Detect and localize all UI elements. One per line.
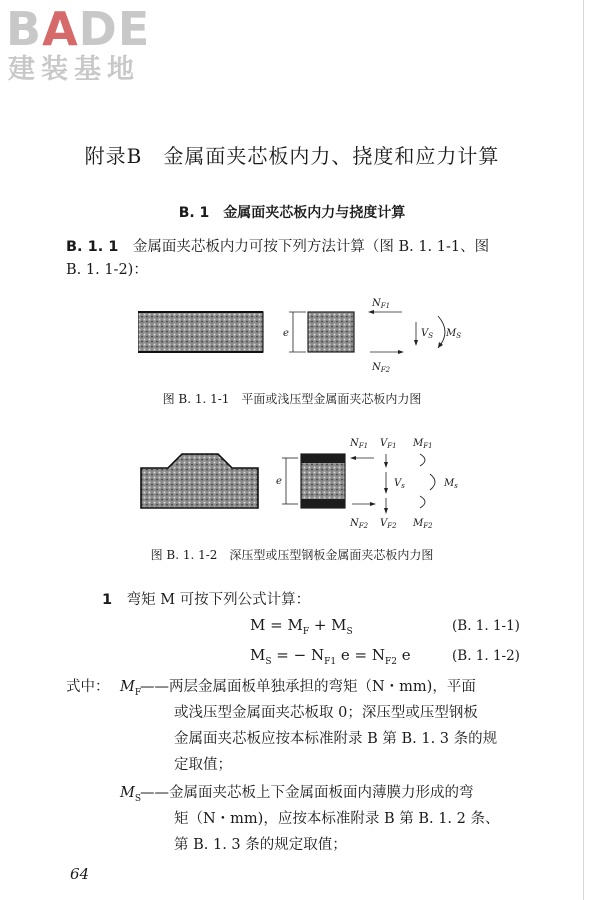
label-vf1: V (380, 438, 388, 449)
label-vf1-sub: F1 (387, 442, 397, 450)
label-mf2: M (413, 518, 424, 529)
label-nf1-sub: F1 (358, 442, 369, 450)
label-vs: V (394, 478, 402, 489)
label-ms-sub: s (454, 482, 458, 490)
figure-caption-2: 图 B. 1. 1-2 深压型或压型钢板金属面夹芯板内力图 (150, 548, 434, 562)
label-nf2: N (350, 518, 359, 529)
figure-b-1-1-2 (138, 436, 468, 536)
section-title (0, 202, 584, 222)
section-heading: 金属面夹芯板内力与挠度计算 (223, 205, 406, 221)
ms-sym: M (120, 785, 135, 801)
svg-text:MF2 (412, 518, 433, 530)
mf-def-line2: 或浅压型金属面夹芯板取 0；深压型或压型钢板 (174, 705, 478, 721)
panel-segment (308, 312, 354, 352)
mf-symbol (120, 674, 141, 706)
force-arrows (350, 454, 435, 514)
svg-text:NF1 (349, 438, 368, 450)
svg-text:VF1 (380, 438, 397, 450)
label-mf1: M (413, 438, 424, 449)
bade-logo (6, 4, 150, 86)
page-edge (583, 0, 584, 900)
label-nf2-sub: F2 (358, 522, 369, 530)
figure-caption-1: 图 B. 1. 1-1 平面或浅压型金属面夹芯板内力图 (162, 392, 422, 406)
clause-text-line1: 金属面夹芯板内力可按下列方法计算（图 B. 1. 1-1、图 (132, 239, 490, 255)
item-number: 1 (102, 592, 113, 608)
clause-b-1-1 (66, 236, 536, 282)
figure-b-1-1-1 (138, 298, 468, 378)
label-e: e (276, 476, 282, 487)
formula-2-expression: $M_S$ = − $N_{F1}$ $e = N_{F2}$ e (250, 646, 411, 667)
label-nf1: N (372, 298, 381, 309)
label-nf2-sub: F2 (380, 366, 391, 374)
clause-number: B. 1. 1 (66, 239, 119, 255)
label-ms: M (446, 328, 457, 339)
clause-text-line2: B. 1. 1-2)： (66, 262, 148, 278)
mf-sym: M (120, 679, 135, 695)
force-labels-bottom (349, 518, 433, 530)
moment-ms (438, 316, 461, 348)
flat-panel-left (138, 312, 263, 352)
dimension-e (276, 458, 298, 504)
logo-letter-a: A (42, 2, 79, 56)
label-ms-sub: S (456, 332, 462, 340)
svg-text:Vs (394, 478, 405, 490)
formula-b-1-1-2 (250, 646, 411, 667)
label-nf2: N (372, 362, 381, 373)
shear-vs (414, 322, 433, 346)
ms-def-line2: 矩（N・mm)，应按本标准附录 B 第 B. 1. 2 条、 (174, 811, 500, 827)
label-vf2: V (380, 518, 388, 529)
label-vs: V (421, 328, 429, 339)
label-mf1-sub: F1 (423, 442, 433, 450)
mf-def-line3: 金属面夹芯板应按本标准附录 B 第 B. 1. 3 条的规 (174, 731, 498, 747)
svg-text:MS (445, 328, 461, 340)
label-mf2-sub: F2 (423, 522, 433, 530)
formula-b-1-1-1 (250, 616, 353, 637)
panel-segment (301, 454, 345, 508)
logo-wordmark (6, 4, 150, 54)
svg-text:NF1 (371, 298, 390, 310)
appendix-title: 附录B 金属面夹芯板内力、挠度和应力计算 (84, 144, 500, 168)
formula-2-number: (B. 1. 1-2) (452, 648, 520, 664)
mf-def-line1: ——两层金属面板单独承担的弯矩（N・mm)，平面 (140, 679, 476, 695)
mf-sub: F (134, 687, 142, 698)
formula-1-expression: $M = M_F + M_S$ (250, 616, 353, 637)
logo-subtitle: 建装基地 (8, 54, 140, 85)
logo-letters-de: DE (78, 2, 151, 56)
ms-def-line1: ——金属面夹芯板上下金属面板面内薄膜力形成的弯 (140, 785, 474, 801)
label-nf1: N (350, 438, 359, 449)
label-e: e (283, 328, 289, 339)
page-number: 64 (70, 865, 90, 883)
ms-def-line3: 第 B. 1. 3 条的规定取值； (174, 837, 347, 853)
svg-text:NF2 (349, 518, 369, 530)
section-number: B. 1 (178, 205, 210, 221)
svg-text:MF1 (412, 438, 433, 450)
ms-sub: S (134, 793, 142, 804)
svg-text:Ms (443, 478, 458, 490)
force-nf1 (368, 298, 402, 314)
item-1 (102, 589, 572, 612)
where-prefix: 式中： (66, 679, 110, 695)
force-nf2 (370, 350, 404, 374)
label-vf2-sub: F2 (387, 522, 397, 530)
svg-text:NF2 (371, 362, 391, 374)
mf-def-line4: 定取值； (174, 757, 232, 773)
force-labels-top (349, 438, 433, 450)
label-vs-sub: S (428, 332, 434, 340)
dimension-e (283, 312, 306, 352)
ms-symbol (120, 780, 141, 812)
svg-text:VF2 (380, 518, 397, 530)
svg-text:VS (421, 328, 433, 340)
profiled-panel-left (141, 454, 258, 508)
label-nf1-sub: F1 (380, 302, 391, 310)
logo-letter-b: B (6, 2, 43, 56)
item-text: 弯矩 M 可按下列公式计算： (126, 592, 311, 608)
formula-1-number: (B. 1. 1-1) (452, 618, 520, 634)
label-ms: M (444, 478, 455, 489)
label-vs-sub: s (401, 482, 405, 490)
